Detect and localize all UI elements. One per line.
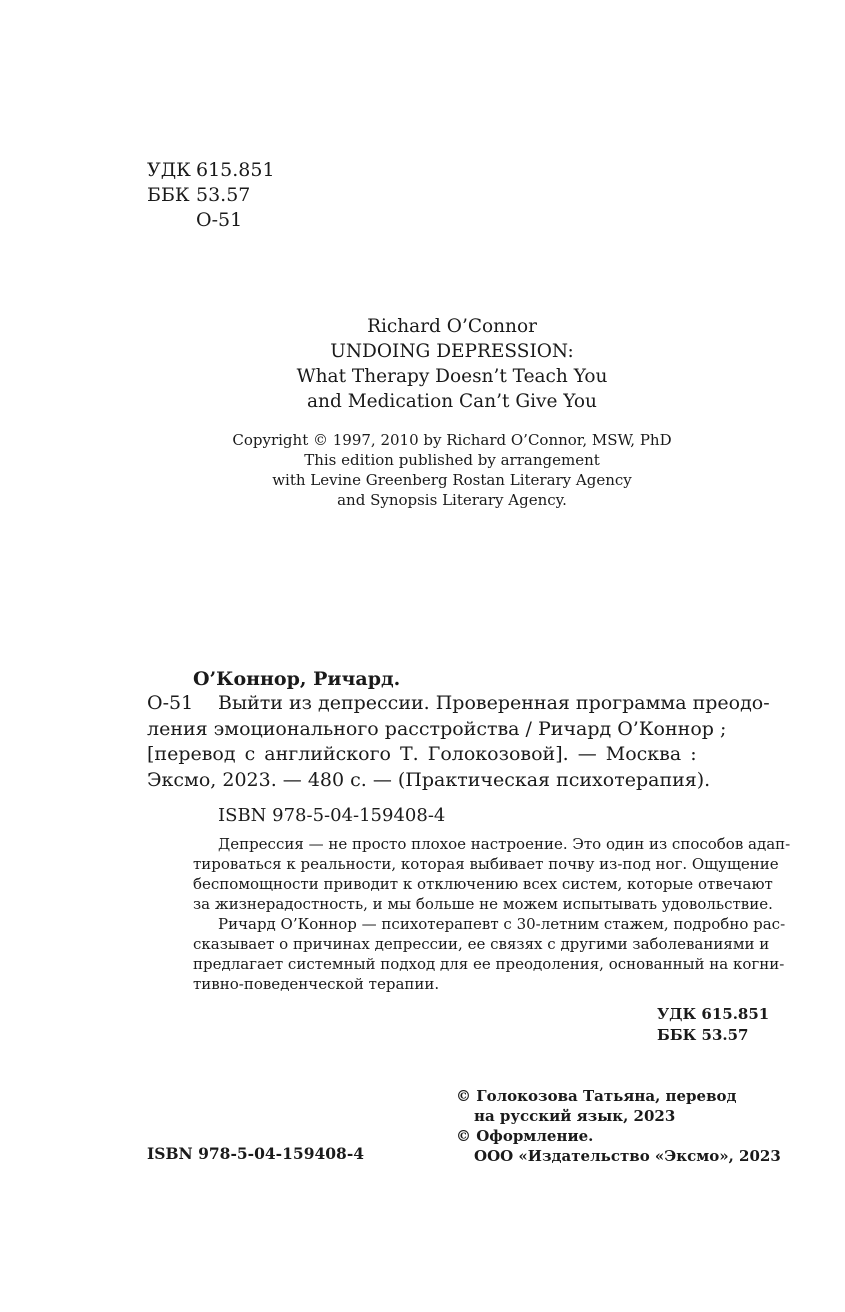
annotation-p2-line1: Ричард О’Коннор — психотерапевт с 30-летним стажем, подробно рас-: [218, 915, 786, 933]
ru-copyright-line2: на русский язык, 2023: [474, 1107, 676, 1125]
catalog-desc-line2: ления эмоционального расстройства / Ричард О’Коннор ;: [147, 717, 727, 740]
catalog-author-heading: О’Коннор, Ричард.: [193, 668, 401, 690]
catalog-code: О-51: [147, 692, 194, 714]
copyright-line4: and Synopsis Literary Agency.: [337, 491, 567, 509]
annotation-p1-line3: беспомощности приводит к отключению всех систем, которые отвечают: [193, 875, 773, 893]
bbk-bottom: ББК 53.57: [657, 1026, 749, 1044]
catalog-desc-line4: Эксмо, 2023. — 480 с. — (Практическая психотерапия).: [147, 768, 711, 791]
annotation-p2-line2: сказывает о причинах депрессии, ее связях с другими заболеваниями и: [193, 935, 770, 953]
udk-row: [147, 158, 275, 183]
annotation: [193, 834, 791, 994]
annotation-p1-line2: тироваться к реальности, которая выбивает почву из-под ног. Ощущение: [193, 855, 779, 873]
udk-bottom: УДК 615.851: [657, 1005, 770, 1023]
original-author: Richard O’Connor: [367, 316, 537, 337]
annotation-p1-line4: за жизнерадостность, и мы больше не можем испытывать удовольствие.: [193, 895, 773, 913]
catalog-desc-line3: [перевод с английского Т. Голокозовой]. — Москва :: [147, 743, 697, 765]
classification-block: [147, 158, 275, 233]
classification-bottom: [657, 1004, 769, 1046]
bbk-row: [147, 183, 275, 208]
ru-copyright-line4: ООО «Издательство «Эксмо», 2023: [474, 1147, 781, 1165]
isbn-bottom: ISBN 978-5-04-159408-4: [147, 1144, 365, 1163]
catalog-desc-line1: Выйти из депрессии. Проверенная программа преодо-: [218, 692, 770, 714]
author-sign: О-51: [196, 209, 243, 231]
catalog-isbn: ISBN 978-5-04-159408-4: [218, 805, 446, 826]
udk-value: 615.851: [196, 159, 275, 181]
udk-label: УДК: [147, 159, 191, 181]
ru-copyright-line1: © Голокозова Татьяна, перевод: [456, 1087, 737, 1105]
copyright-line3: with Levine Greenberg Rostan Literary Agency: [272, 471, 632, 489]
original-copyright: [100, 430, 804, 510]
copyright-line1: Copyright © 1997, 2010 by Richard O’Connor, MSW, PhD: [232, 431, 672, 449]
copyright-line2: This edition published by arrangement: [304, 451, 600, 469]
annotation-p2-line4: тивно-поведенческой терапии.: [193, 975, 440, 993]
original-title: UNDOING DEPRESSION:: [330, 341, 574, 362]
copyright-russian: [456, 1086, 781, 1166]
annotation-p1-line1: Депрессия — не просто плохое настроение. Это один из способов адап-: [218, 835, 791, 853]
original-edition: [100, 314, 804, 414]
bbk-value: 53.57: [196, 184, 251, 206]
bbk-label: ББК: [147, 184, 190, 206]
annotation-p2-line3: предлагает системный подход для ее преодоления, основанный на когни-: [193, 955, 785, 973]
ru-copyright-line3: © Оформление.: [456, 1127, 594, 1145]
original-subtitle-line2: and Medication Can’t Give You: [307, 391, 597, 412]
original-subtitle-line1: What Therapy Doesn’t Teach You: [296, 366, 608, 387]
